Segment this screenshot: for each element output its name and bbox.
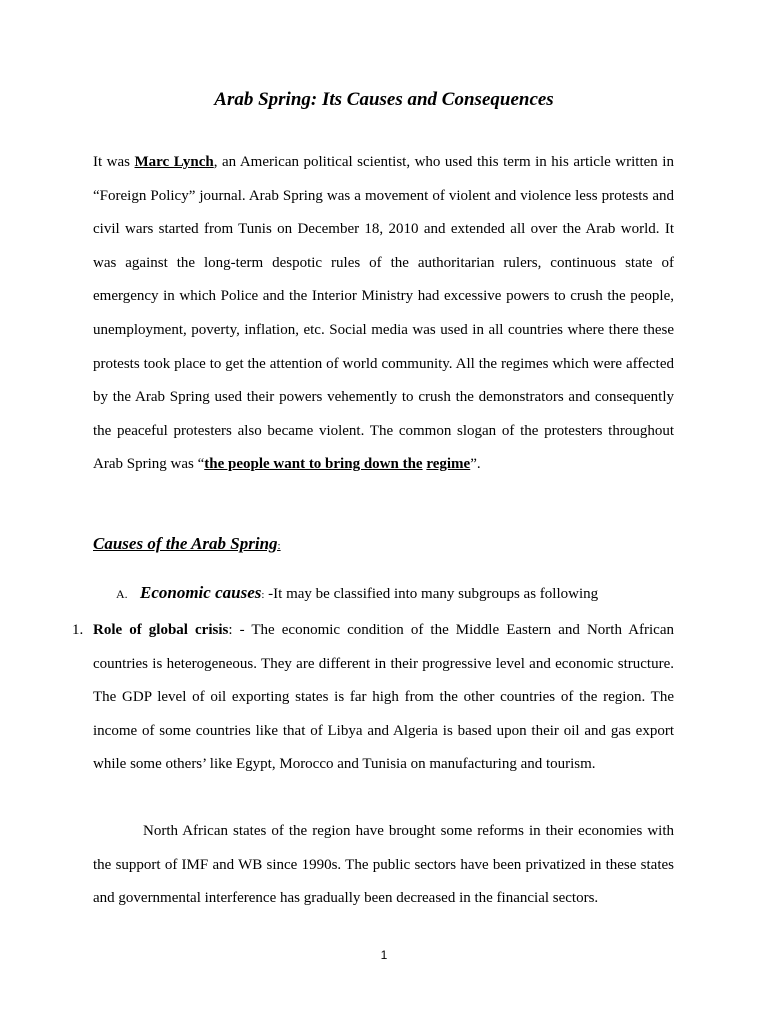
section-heading <box>93 531 281 559</box>
author-name: Marc Lynch <box>134 154 214 170</box>
page-title: Arab Spring: Its Causes and Consequences <box>214 89 554 110</box>
intro-lead: It was <box>93 154 135 170</box>
slogan-text-end: regime <box>426 456 471 473</box>
item-heading: Role of global crisis <box>93 622 229 638</box>
intro-paragraph <box>93 146 674 482</box>
intro-tail: ”. <box>470 456 481 473</box>
body-paragraph: North African states of the region have brought some reforms in their economies with the support of IMF and WB since 1990s. The public sectors have been privatized in these states and governmental interference has gradually been decreased in the financial sectors. <box>93 823 674 907</box>
list-item-economic-causes <box>116 580 598 608</box>
numbered-item-paragraph <box>93 614 674 782</box>
page-number: 1 <box>380 948 388 962</box>
list-heading-colon: : <box>261 589 265 601</box>
intro-body: , an American political scientist, who used this term in his article written in “Foreign Policy” journal. Arab Spring was a movement of violent and violence less protests and civil wars started from Tunis on December 18, 2010 and extended all over the Arab world. It was against the long-term despotic rules of the authoritarian rulers, continuous state of emergency in which Police and the Interior Ministry had excessive powers to crush the people, unemployment, poverty, inflation, etc. Social media was used in all countries where there these protests took place to get the attention of world community. All the regimes which were affected by the Arab Spring used their powers vehemently to crush the demonstrators and consequently the peaceful protesters also became violent. The common slogan of the protesters throughout Arab Spring was “ <box>93 154 674 473</box>
section-heading-text: Causes of the Arab Spring <box>93 534 278 553</box>
list-marker: A. <box>116 587 128 601</box>
section-heading-colon: : <box>277 540 281 552</box>
list-text: -It may be classified into many subgroups as following <box>264 586 599 602</box>
list-heading: Economic causes <box>140 583 262 602</box>
item-body: : - The economic condition of the Middle Eastern and North African countries is heterogeneous. They are different in their progressive level and economic structure. The GDP level of oil exporting states is far high from the other countries of the region. The income of some countries like that of Libya and Algeria is based upon their oil and gas export while some others’ like Egypt, Morocco and Tunisia on manufacturing and tourism. <box>93 622 674 773</box>
slogan-text: the people want to bring down the <box>204 456 423 473</box>
numbered-item-marker: 1. <box>72 622 84 638</box>
